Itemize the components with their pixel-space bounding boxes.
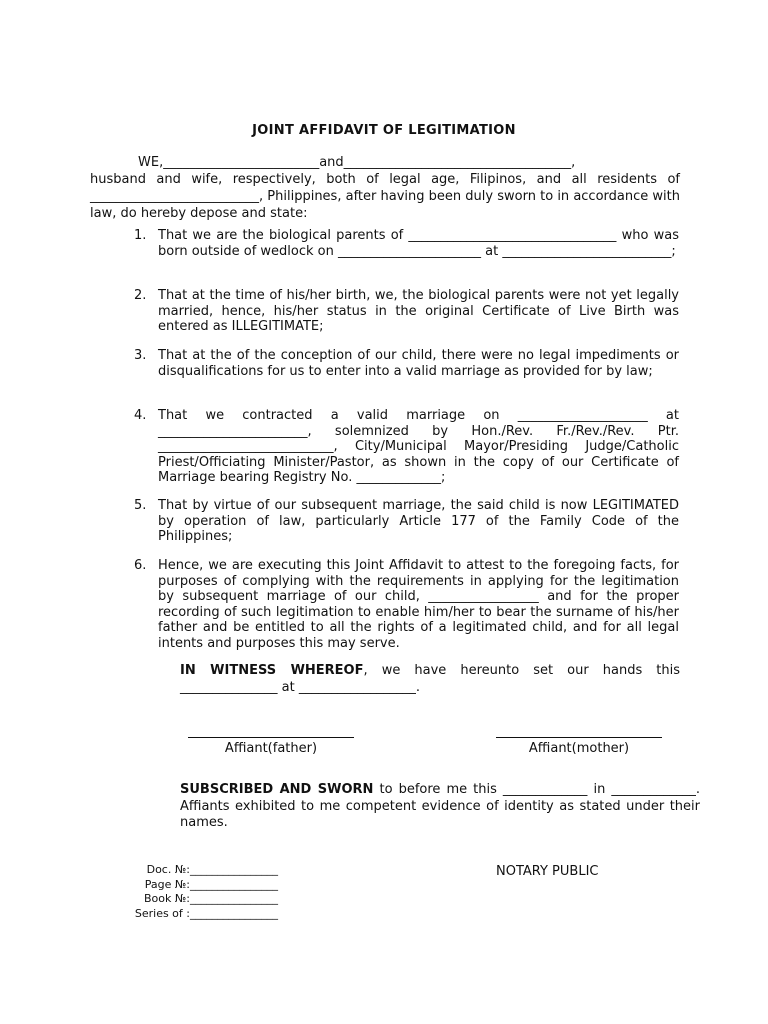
signature-line (188, 737, 354, 738)
witness-heading: IN WITNESS WHEREOF (180, 663, 364, 678)
statement-text: Hence, we are executing this Joint Affidavit to attest to the foregoing facts, for purposes of complying with the requirements in applying for the legitimation by subsequent marriage of our child, _________________ and for the proper recording of such legitimation to enable him/her to bear the surname of his/her father and be entitled to all the rights of a legitimated child, and for all legal intents and purposes this may serve. (158, 558, 679, 651)
statement-text: That we are the biological parents of ________________________________ who was born outside of wedlock on ______________________ at __________________________; (158, 228, 679, 259)
notary-register-fields (100, 863, 278, 921)
statement-number: 6. (134, 558, 147, 573)
statement-number: 1. (134, 228, 147, 243)
statement-number: 3. (134, 348, 147, 363)
affiant-father-label: Affiant(father) (224, 741, 318, 756)
statement-number: 5. (134, 498, 147, 513)
jurat-heading: SUBSCRIBED AND SWORN (180, 782, 374, 797)
witness-text: , we have hereunto set our hands this _______________ at __________________. (180, 663, 680, 695)
series-field: Series of :________________ (134, 906, 278, 920)
statement-number: 2. (134, 288, 147, 303)
statement-number: 4. (134, 408, 147, 423)
statement-text: That by virtue of our subsequent marriage, the said child is now LEGITIMATED by operation of law, particularly Article 177 of the Family Code of the Philippines; (158, 498, 679, 544)
doc-number-field: Doc. №:________________ (146, 863, 278, 876)
witness-paragraph (90, 662, 680, 696)
book-number-field: Book №:________________ (143, 892, 278, 905)
signature-father (188, 737, 354, 756)
document-title: JOINT AFFIDAVIT OF LEGITIMATION (252, 123, 516, 138)
intro-text: husband and wife, respectively, both of legal age, Filipinos, and all residents of __________________________, Philippines, after having been duly sworn to in accordance with law, do hereby depose and state: (90, 172, 680, 221)
signature-mother (496, 737, 662, 756)
page-number-field: Page №:________________ (144, 877, 278, 891)
statement-text: That we contracted a valid marriage on ____________________ at _______________________, solemnized by Hon./Rev. Fr./Rev./Rev. Ptr. ___________________________, City/Municipal Mayor/Presiding Judge/Catholic Priest/Officiating Minister/Pastor, as shown in the copy of our Certificate of Marriage bearing Registry No. _____________; (158, 408, 679, 485)
notary-public-label: NOTARY PUBLIC (496, 864, 599, 879)
affiant-mother-label: Affiant(mother) (528, 741, 630, 756)
intro-line-affiants: WE,________________________and___________________________________, (138, 155, 576, 170)
statement-text: That at the of the conception of our child, there were no legal impediments or disqualifications for us to enter into a valid marriage as provided for by law; (158, 348, 679, 379)
jurat-text: to before me this _____________ in _____________. Affiants exhibited to me competent evidence of identity as stated under their names. (180, 782, 700, 830)
signature-line (496, 737, 662, 738)
jurat-paragraph (90, 782, 700, 832)
intro-paragraph (90, 154, 680, 222)
statement-text: That at the time of his/her birth, we, the biological parents were not yet legally married, hence, his/her status in the original Certificate of Live Birth was entered as ILLEGITIMATE; (158, 288, 679, 334)
